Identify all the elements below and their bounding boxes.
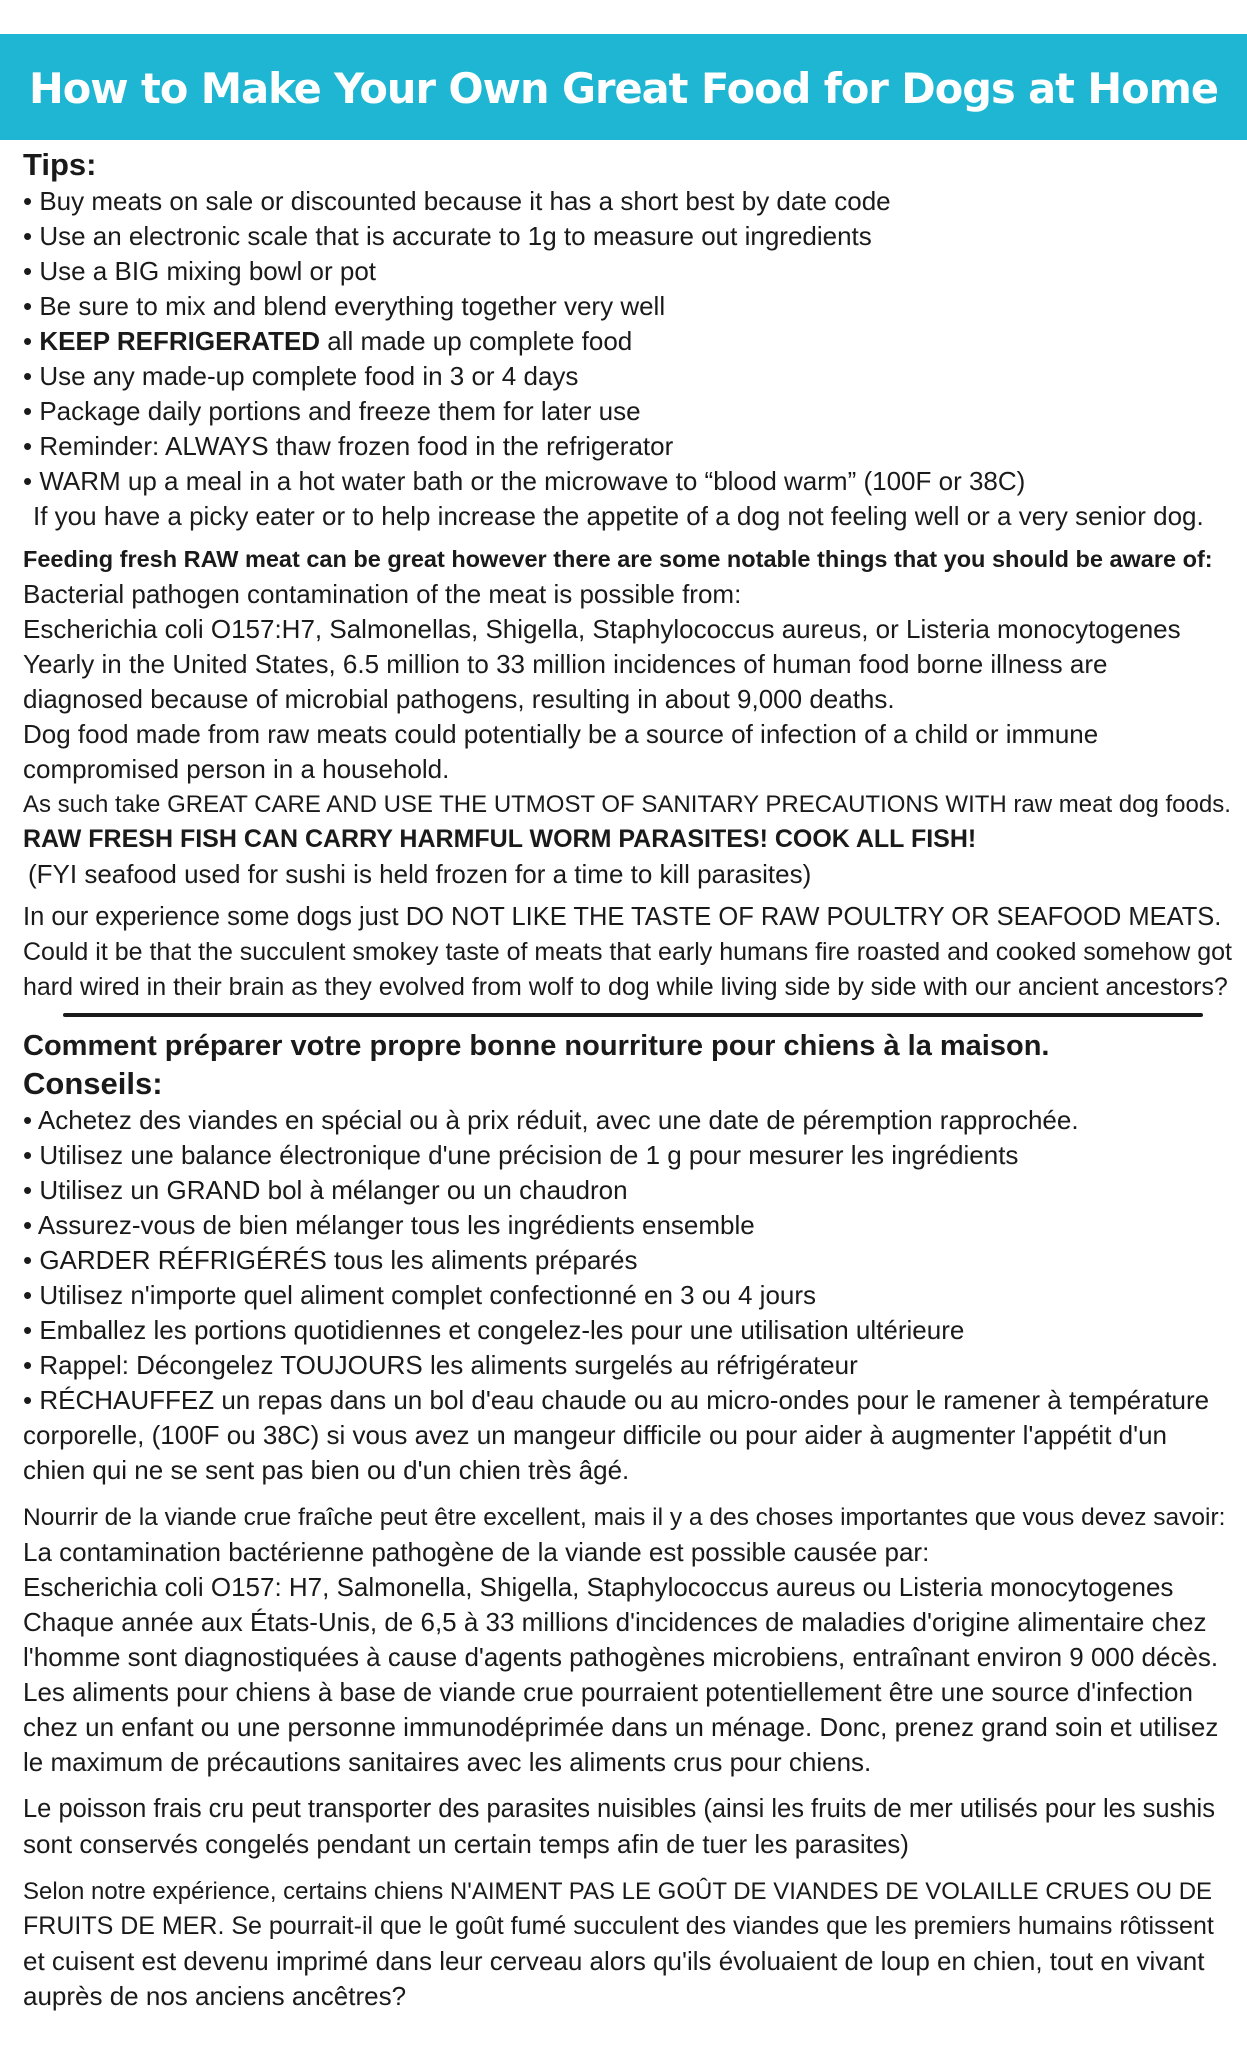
french-raw-line: Escherichia coli O157: H7, Salmonella, Shigella, Staphylococcus aureus ou Listeria monocytogenes	[23, 1572, 1174, 1602]
section-divider	[63, 1013, 1203, 1017]
tip-item: • Use any made-up complete food in 3 or 4 days	[23, 361, 579, 391]
raw-meat-heading: Feeding fresh RAW meat can be great however there are some notable things that you should be aware of:	[23, 546, 1213, 572]
french-tip-item: • Rappel: Décongelez TOUJOURS les aliments surgelés au réfrigérateur	[23, 1350, 858, 1380]
experience-line: Could it be that the succulent smokey taste of meats that early humans fire roasted and cooked somehow got	[23, 938, 1232, 966]
french-raw-line: Les aliments pour chiens à base de viande crue pourraient potentiellement être une source d'infection	[23, 1677, 1193, 1707]
tip-item: • Buy meats on sale or discounted because it has a short best by date code	[23, 186, 891, 216]
french-tip-continuation: corporelle, (100F ou 38C) si vous avez un mangeur difficile ou pour aider à augmenter l'appétit d'un	[23, 1420, 1167, 1450]
french-title: Comment préparer votre propre bonne nourriture pour chiens à la maison.	[23, 1030, 1050, 1062]
french-tip-item: • Emballez les portions quotidiennes et congelez-les pour une utilisation ultérieure	[23, 1315, 965, 1345]
french-tip-item: • Achetez des viandes en spécial ou à prix réduit, avec une date de péremption rapprochée.	[23, 1105, 1079, 1135]
french-tip-item: • Utilisez n'importe quel aliment complet confectionné en 3 ou 4 jours	[23, 1280, 817, 1310]
raw-meat-line: Bacterial pathogen contamination of the meat is possible from:	[23, 579, 742, 609]
french-fish-line: Le poisson frais cru peut transporter des parasites nuisibles (ainsi les fruits de mer utilisés pour les sushis	[23, 1795, 1215, 1823]
french-experience-line: FRUITS DE MER. Se pourrait-il que le goût fumé succulent des viandes que les premiers humains rôtissent	[23, 1912, 1214, 1940]
experience-line: In our experience some dogs just DO NOT LIKE THE TASTE OF RAW POULTRY OR SEAFOOD MEATS.	[23, 903, 1222, 931]
page-title: How to Make Your Own Great Food for Dogs at Home	[28, 63, 1219, 113]
tip-item: • Use an electronic scale that is accurate to 1g to measure out ingredients	[23, 221, 872, 251]
tip-picky-eater: If you have a picky eater or to help increase the appetite of a dog not feeling well or a very senior dog.	[33, 501, 1204, 531]
french-raw-line: le maximum de précautions sanitaires avec les aliments crus pour chiens.	[23, 1747, 872, 1777]
french-tip-item: • Assurez-vous de bien mélanger tous les ingrédients ensemble	[23, 1210, 755, 1240]
document-body	[23, 146, 1233, 2014]
tips-heading: Tips:	[23, 147, 97, 182]
french-experience-line: Selon notre expérience, certains chiens N'AIMENT PAS LE GOÛT DE VIANDES DE VOLAILLE CRUES OU DE	[23, 1878, 1213, 1905]
tip-item: • Use a BIG mixing bowl or pot	[23, 256, 377, 286]
tip-item: • Reminder: ALWAYS thaw frozen food in the refrigerator	[23, 431, 674, 461]
tip-item-refrigerated: • KEEP REFRIGERATED all made up complete food	[23, 326, 633, 356]
experience-line: hard wired in their brain as they evolved from wolf to dog while living side by side with our ancient ancestors?	[23, 973, 1228, 1001]
raw-meat-line: diagnosed because of microbial pathogens, resulting in about 9,000 deaths.	[23, 684, 895, 714]
french-fish-line: sont conservés congelés pendant un certain temps afin de tuer les parasites)	[23, 1829, 909, 1859]
french-tip-item: • GARDER RÉFRIGÉRÉS tous les aliments préparés	[23, 1245, 638, 1275]
raw-meat-line: compromised person in a household.	[23, 754, 450, 784]
french-experience-line: auprès de nos anciens ancêtres?	[23, 1981, 407, 2011]
french-raw-line: La contamination bactérienne pathogène de la viande est possible causée par:	[23, 1537, 930, 1567]
french-raw-line: l'homme sont diagnostiquées à cause d'agents pathogènes microbiens, entraînant environ 9 000 décès.	[23, 1642, 1219, 1672]
french-tips-heading: Conseils:	[23, 1066, 163, 1101]
tip-item: • Be sure to mix and blend everything together very well	[23, 291, 666, 321]
french-raw-line: Chaque année aux États-Unis, de 6,5 à 33 millions d'incidences de maladies d'origine alimentaire chez	[23, 1607, 1207, 1637]
french-raw-line: Nourrir de la viande crue fraîche peut être excellent, mais il y a des choses importantes que vous devez savoir:	[23, 1504, 1226, 1531]
raw-meat-line: Dog food made from raw meats could potentially be a source of infection of a child or immune	[23, 719, 1099, 749]
tip-item: • Package daily portions and freeze them for later use	[23, 396, 641, 426]
fish-fyi: (FYI seafood used for sushi is held frozen for a time to kill parasites)	[28, 859, 812, 889]
raw-meat-line: Yearly in the United States, 6.5 million to 33 million incidences of human food borne illness are	[23, 649, 1108, 679]
french-experience-line: et cuisent est devenu imprimé dans leur cerveau alors qu'ils évoluaient de loup en chien, tout en vivant	[23, 1946, 1205, 1976]
fish-warning: RAW FRESH FISH CAN CARRY HARMFUL WORM PARASITES! COOK ALL FISH!	[23, 825, 977, 853]
title-banner	[0, 34, 1247, 140]
raw-meat-line: As such take GREAT CARE AND USE THE UTMOST OF SANITARY PRECAUTIONS WITH raw meat dog foods.	[23, 791, 1231, 818]
french-tip-continuation: chien qui ne se sent pas bien ou d'un chien très âgé.	[23, 1455, 630, 1485]
raw-meat-line: Escherichia coli O157:H7, Salmonellas, Shigella, Staphylococcus aureus, or Listeria monocytogenes	[23, 614, 1181, 644]
french-tip-item: • Utilisez une balance électronique d'une précision de 1 g pour mesurer les ingrédients	[23, 1140, 1019, 1170]
french-tip-item: • RÉCHAUFFEZ un repas dans un bol d'eau chaude ou au micro-ondes pour le ramener à température	[23, 1385, 1210, 1415]
french-tip-item: • Utilisez un GRAND bol à mélanger ou un chaudron	[23, 1175, 628, 1205]
tip-item: • WARM up a meal in a hot water bath or the microwave to “blood warm” (100F or 38C)	[23, 466, 1026, 496]
french-raw-line: chez un enfant ou une personne immunodéprimée dans un ménage. Donc, prenez grand soin et utilisez	[23, 1712, 1219, 1742]
